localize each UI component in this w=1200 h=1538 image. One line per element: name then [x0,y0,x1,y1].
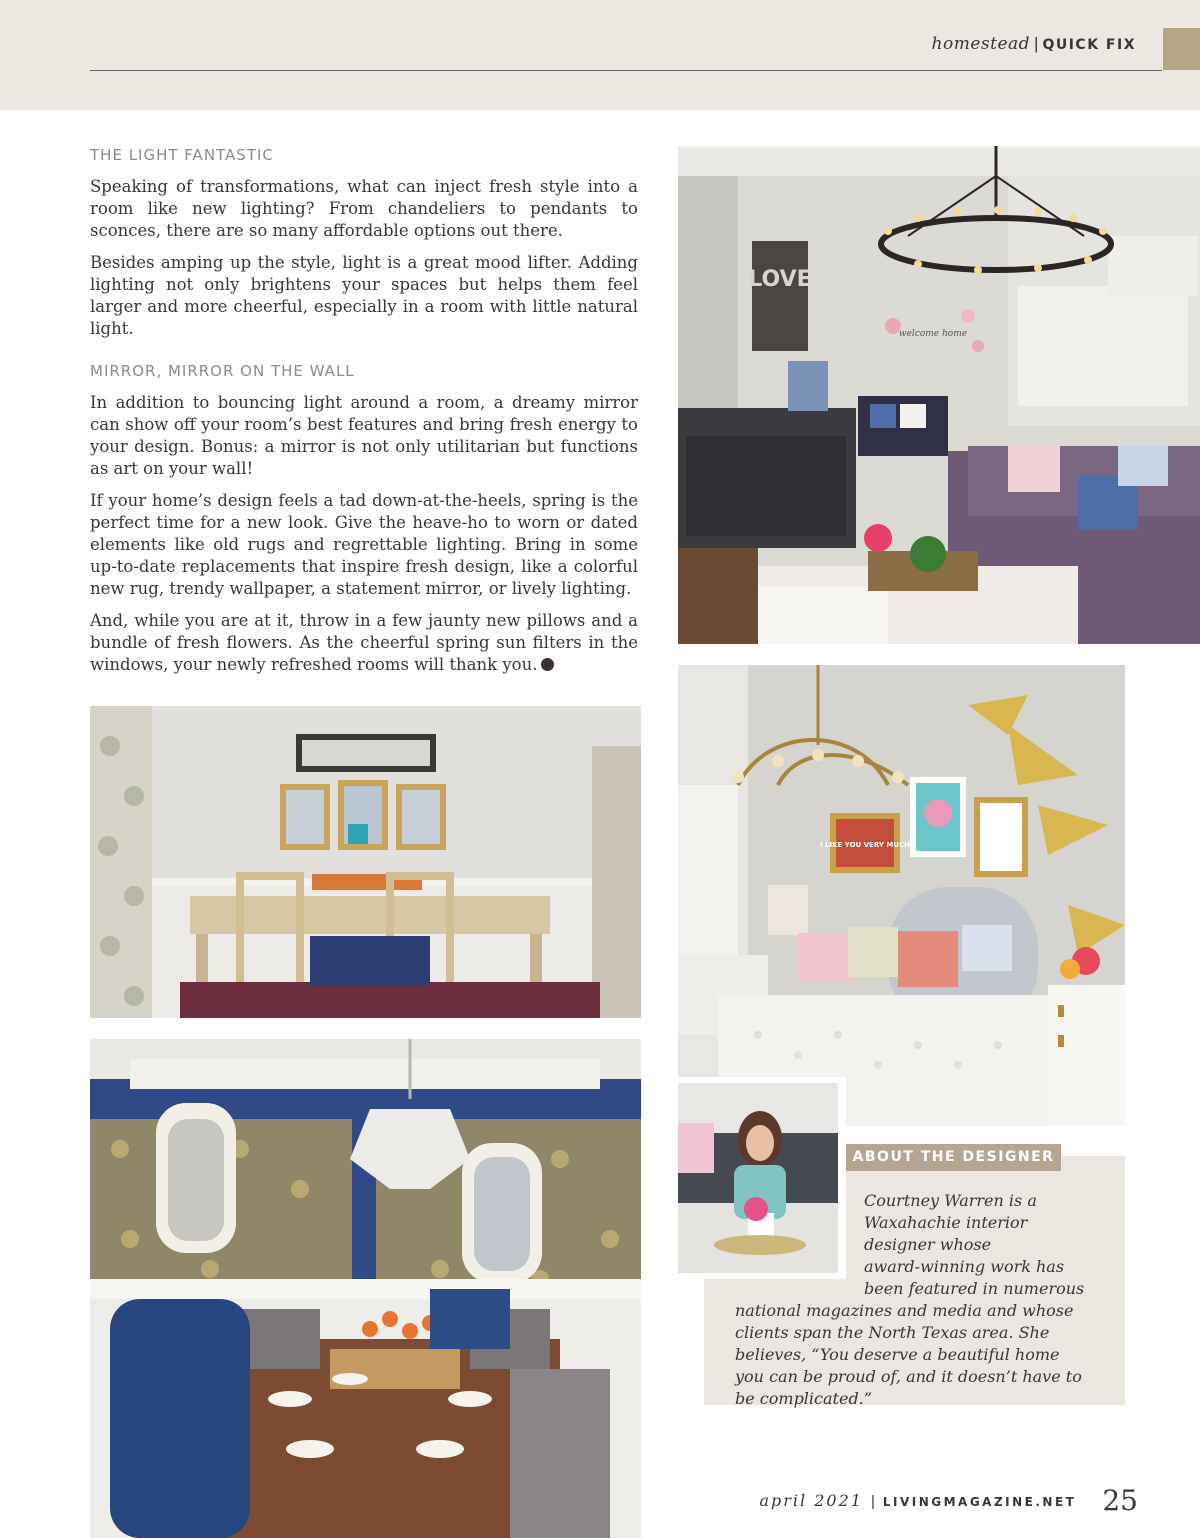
paragraph: Speaking of transformations, what can inject fresh style into a room like new lighting? From chandeliers to pendants to sconces, there are so many affordable options out there. [90,177,638,240]
about-line: believes, “You deserve a beautiful home [735,1345,1060,1364]
paragraph: In addition to bouncing light around a room, a dreamy mirror can show off your room’s best features and bring fresh energy to your design. Bonus: a mirror is not only utilitarian but functions as art on your wall! [90,393,638,478]
about-line: you can be proud of, and it doesn’t have to [735,1367,1082,1386]
about-line: Waxahachie interior [864,1213,1028,1232]
header-band [0,0,1200,110]
photo-living-room [678,146,1200,644]
running-head [932,34,1136,54]
about-designer-label: ABOUT THE DESIGNER [846,1144,1061,1171]
subhead-mirror: MIRROR, MIRROR ON THE WALL [90,362,355,380]
paragraph: Besides amping up the style, light is a great mood lifter. Adding lighting not only brightens your spaces but helps them feel larger and more cheerful, especially in a room with little natural light. [90,253,638,338]
website-link[interactable]: LIVINGMAGAZINE.NET [882,1495,1077,1509]
postcard-text: I LIKE YOU VERY MUCH [820,841,910,849]
header-separator: | [1034,34,1039,53]
issue-date: april 2021 [759,1491,863,1510]
header-accent-tab [1163,28,1200,70]
about-line: Courtney Warren is a [864,1191,1037,1210]
about-designer-text [735,1190,1107,1410]
about-line: designer whose [864,1235,992,1254]
welcome-sign-text: welcome home [898,329,968,339]
paragraph-final-text: And, while you are at it, throw in a few jaunty new pillows and a bundle of fresh flowers. As the cheerful spring sun filters in the windows, your newly refreshed rooms will thank you. [90,611,638,674]
subhead-light-fantastic: THE LIGHT FANTASTIC [90,146,274,164]
photo-dining-room-blue [90,1039,641,1538]
paragraph: If your home’s design feels a tad down-at-the-heels, spring is the perfect time for a new look. Give the heave-ho to worn or dated elements like old rugs and regrettable lighting. Bring in some up-to-date replacements that inspire fresh design, like a colorful new rug, trendy wallpaper, a statement mirror, or lively lighting. [90,491,638,598]
about-line: be complicated.” [735,1389,872,1408]
paragraph-final [90,610,638,676]
photo-bedroom [678,665,1125,1126]
about-line: national magazines and media and whose [735,1301,1074,1320]
about-line: been featured in numerous [864,1279,1085,1298]
page-number: 25 [1102,1484,1138,1517]
header-rule [90,70,1162,71]
footer-folio [759,1484,1138,1517]
publication-name: homestead [931,34,1031,54]
section-name: QUICK FIX [1042,37,1136,53]
footer-separator: | [870,1493,875,1510]
end-mark-icon [541,658,554,671]
about-line: clients span the North Texas area. She [735,1323,1050,1342]
article-column [90,146,638,686]
about-line: award-winning work has [864,1257,1065,1276]
love-sign-text: LOVE [748,267,812,292]
photo-dining-room-light [90,706,641,1018]
